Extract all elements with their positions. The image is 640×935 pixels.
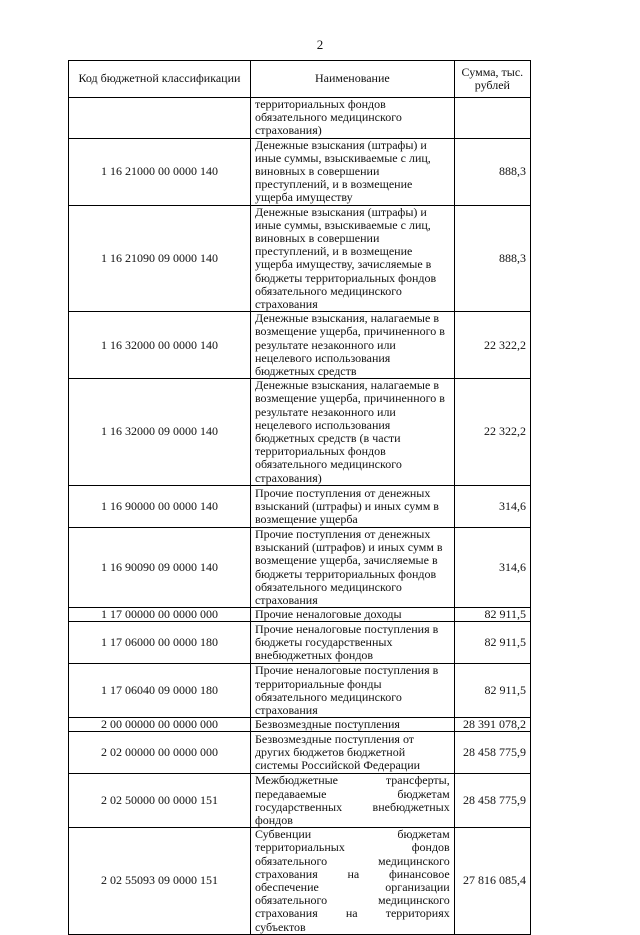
name-cell: Денежные взыскания, налагаемые в возмещение ущерба, причиненного в результате незаконного или нецелевого использования бюджетных средств — [250, 312, 454, 379]
sum-cell: 22 322,2 — [454, 312, 530, 379]
name-cell: территориальных фондов обязательного медицинского страхования) — [250, 98, 454, 139]
code-cell: 2 00 00000 00 0000 000 — [69, 718, 251, 732]
name-cell: Прочие поступления от денежных взысканий (штрафы) и иных сумм в возмещение ущерба — [250, 485, 454, 527]
code-cell — [69, 98, 251, 139]
header-name: Наименование — [250, 61, 454, 98]
name-cell: Денежные взыскания, налагаемые в возмещение ущерба, причиненного в результате незаконного или нецелевого использования бюджетных средств (в части территориальных фондов обязательного медицинского страхования) — [250, 379, 454, 486]
code-cell: 1 16 21090 09 0000 140 — [69, 205, 251, 312]
code-cell: 1 17 06000 00 0000 180 — [69, 622, 251, 664]
table-row — [69, 828, 531, 935]
code-cell: 2 02 55093 09 0000 151 — [69, 828, 251, 935]
code-cell: 1 16 32000 09 0000 140 — [69, 379, 251, 486]
sum-cell: 314,6 — [454, 485, 530, 527]
sum-cell: 28 391 078,2 — [454, 718, 530, 732]
sum-cell — [454, 98, 530, 139]
sum-cell: 82 911,5 — [454, 664, 530, 718]
sum-cell: 82 911,5 — [454, 622, 530, 664]
table-row — [69, 379, 531, 486]
table-row — [69, 312, 531, 379]
sum-cell: 888,3 — [454, 205, 530, 312]
name-cell: Прочие неналоговые поступления в бюджеты государственных внебюджетных фондов — [250, 622, 454, 664]
code-cell: 1 16 32000 00 0000 140 — [69, 312, 251, 379]
code-cell: 2 02 50000 00 0000 151 — [69, 774, 251, 828]
name-cell: Безвозмездные поступления от других бюджетов бюджетной системы Российской Федерации — [250, 732, 454, 774]
name-cell: Субвенции бюджетам территориальных фондов обязательного медицинского страхования на финансовое обеспечение организации обязательного медицинского страхования на территориях субъектов — [250, 828, 454, 935]
table-row — [69, 732, 531, 774]
code-cell: 2 02 00000 00 0000 000 — [69, 732, 251, 774]
table-row — [69, 98, 531, 139]
code-cell: 1 16 90090 09 0000 140 — [69, 527, 251, 607]
budget-table — [68, 60, 531, 935]
table-row — [69, 718, 531, 732]
sum-cell: 28 458 775,9 — [454, 732, 530, 774]
sum-cell: 314,6 — [454, 527, 530, 607]
sum-cell: 27 816 085,4 — [454, 828, 530, 935]
table-row — [69, 622, 531, 664]
sum-cell: 888,3 — [454, 138, 530, 205]
table-header-row — [69, 61, 531, 98]
table-row — [69, 774, 531, 828]
sum-cell: 22 322,2 — [454, 379, 530, 486]
table-row — [69, 608, 531, 622]
table-row — [69, 485, 531, 527]
table-row — [69, 205, 531, 312]
table-row — [69, 138, 531, 205]
page-number: 2 — [316, 37, 324, 52]
name-cell: Прочие неналоговые поступления в территориальные фонды обязательного медицинского страхования — [250, 664, 454, 718]
sum-cell: 82 911,5 — [454, 608, 530, 622]
code-cell: 1 16 21000 00 0000 140 — [69, 138, 251, 205]
name-cell: Прочие неналоговые доходы — [250, 608, 454, 622]
header-sum: Сумма, тыс. рублей — [454, 61, 530, 98]
table-row — [69, 527, 531, 607]
name-cell: Прочие поступления от денежных взысканий (штрафов) и иных сумм в возмещение ущерба, зачисляемые в бюджеты территориальных фондов обязательного медицинского страхования — [250, 527, 454, 607]
sum-cell: 28 458 775,9 — [454, 774, 530, 828]
code-cell: 1 17 00000 00 0000 000 — [69, 608, 251, 622]
name-cell: Межбюджетные трансферты, передаваемые бюджетам государственных внебюджетных фондов — [250, 774, 454, 828]
name-cell: Денежные взыскания (штрафы) и иные суммы, взыскиваемые с лиц, виновных в совершении преступлений, и в возмещение ущерба имуществу — [250, 138, 454, 205]
name-cell: Безвозмездные поступления — [250, 718, 454, 732]
code-cell: 1 16 90000 00 0000 140 — [69, 485, 251, 527]
header-code: Код бюджетной классификации — [69, 61, 251, 98]
name-cell: Денежные взыскания (штрафы) и иные суммы, взыскиваемые с лиц, виновных в совершении преступлений, и в возмещение ущерба имуществу, зачисляемые в бюджеты территориальных фондов обязательного медицинского страхования — [250, 205, 454, 312]
table-row — [69, 664, 531, 718]
code-cell: 1 17 06040 09 0000 180 — [69, 664, 251, 718]
